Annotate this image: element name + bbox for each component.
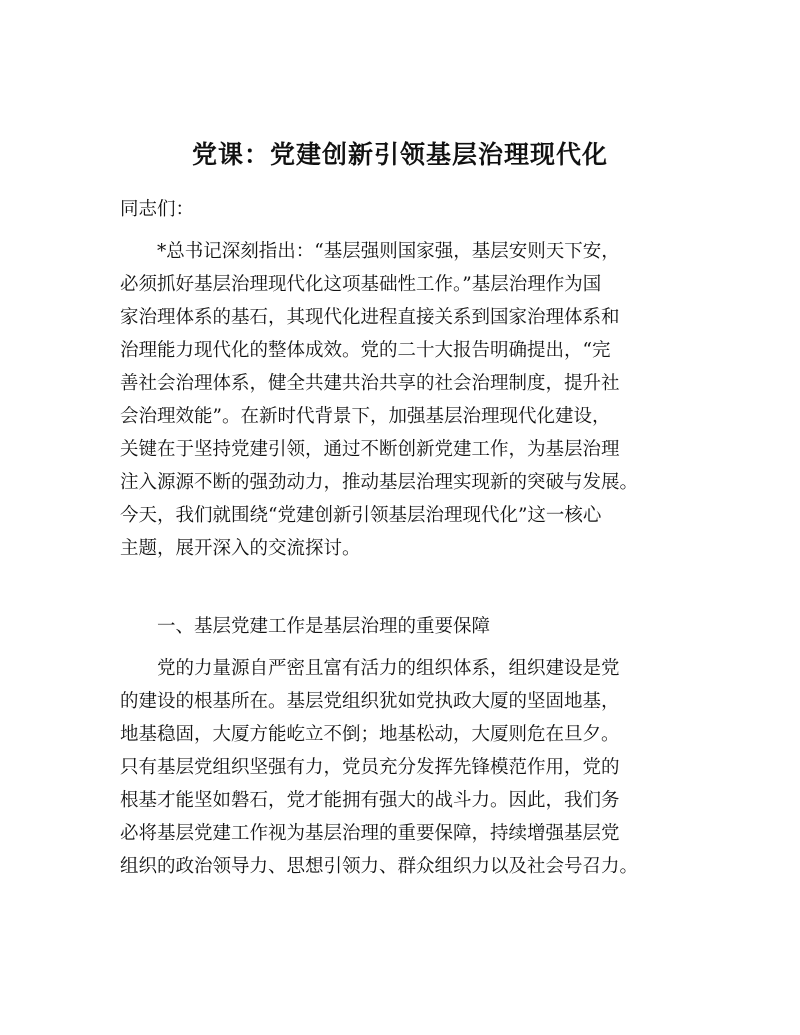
paragraph-line: 治理能力现代化的整体成效。党的二十大报告明确提出，“完 (120, 340, 611, 361)
paragraph-line: *总书记深刻指出：“基层强则国家强，基层安则天下安， (120, 241, 620, 262)
paragraph-line: 地基稳固，大厦方能屹立不倒；地基松动，大厦则危在旦夕。 (120, 724, 620, 745)
document-title: 党课：党建创新引领基层治理现代化 (191, 140, 608, 169)
paragraph-line: 注入源源不断的强劲动力，推动基层治理实现新的突破与发展。 (120, 472, 639, 493)
paragraph-line: 会治理效能”。在新时代背景下，加强基层治理现代化建设， (120, 406, 611, 427)
paragraph-line: 关键在于坚持党建引领，通过不断创新党建工作，为基层治理 (120, 439, 620, 460)
greeting-line: 同志们： (120, 199, 195, 220)
paragraph-line: 根基才能坚如磐石，党才能拥有强大的战斗力。因此，我们务 (120, 790, 620, 811)
paragraph-line: 今天，我们就围绕“党建创新引领基层治理现代化”这一核心 (120, 505, 602, 526)
paragraph-line: 家治理体系的基石，其现代化进程直接关系到国家治理体系和 (120, 307, 620, 328)
paragraph-line: 必须抓好基层治理现代化这项基础性工作。”基层治理作为国 (120, 274, 602, 295)
paragraph-line: 善社会治理体系，健全共建共治共享的社会治理制度，提升社 (120, 373, 620, 394)
section-paragraph (120, 652, 700, 883)
greeting (120, 193, 700, 226)
section-heading-line: 一、基层党建工作是基层治理的重要保障 (120, 616, 491, 637)
intro-paragraph (120, 235, 700, 565)
paragraph-line: 党的力量源自严密且富有活力的组织体系，组织建设是党 (120, 658, 620, 679)
paragraph-line: 的建设的根基所在。基层党组织犹如党执政大厦的坚固地基， (120, 691, 620, 712)
paragraph-line: 必将基层党建工作视为基层治理的重要保障，持续增强基层党 (120, 823, 620, 844)
paragraph-line: 只有基层党组织坚强有力，党员充分发挥先锋模范作用，党的 (120, 757, 620, 778)
section-heading (120, 610, 700, 643)
paragraph-line: 主题，展开深入的交流探讨。 (120, 538, 361, 559)
paragraph-line: 组织的政治领导力、思想引领力、群众组织力以及社会号召力。 (120, 856, 639, 877)
